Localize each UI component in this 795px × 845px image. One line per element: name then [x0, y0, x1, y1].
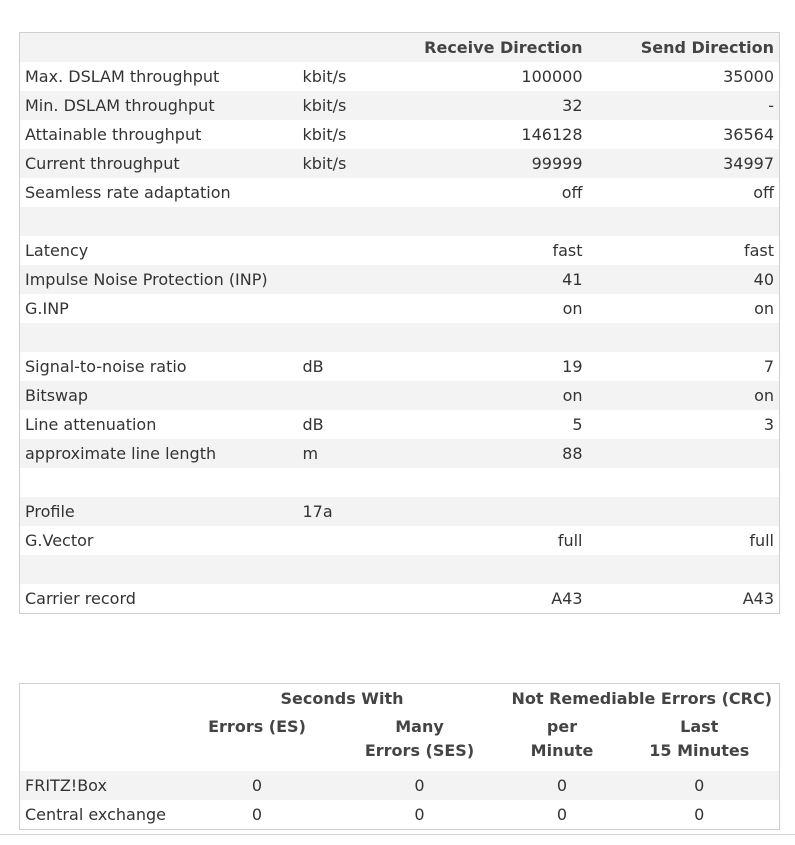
error-table-column-header: [20, 713, 780, 771]
header-receive-direction: Receive Direction: [418, 33, 588, 63]
row-label: Attainable throughput: [25, 125, 202, 144]
row-unit: [298, 265, 418, 294]
dsl-table-row: [20, 236, 780, 265]
row-unit: [298, 468, 418, 497]
row-label: Signal-to-noise ratio: [25, 357, 187, 376]
dsl-table-row: [20, 526, 780, 555]
row-send-value: 35000: [723, 67, 774, 86]
row-unit: [298, 323, 418, 352]
dsl-table-row: [20, 439, 780, 468]
row-label: [20, 207, 298, 236]
row-receive-value: 5: [572, 415, 583, 434]
dsl-table-row: [20, 352, 780, 381]
dsl-table-row: [20, 294, 780, 323]
row-receive-value: 100000: [521, 67, 583, 86]
header-ses-line1: Many: [395, 717, 444, 736]
dsl-table-row: [20, 149, 780, 178]
row-send-value: on: [754, 299, 774, 318]
row-unit: [298, 236, 418, 265]
row-send-value: [588, 207, 780, 236]
header-send-direction: Send Direction: [588, 33, 780, 63]
error-row-label: FRITZ!Box: [20, 771, 180, 800]
row-label: [20, 555, 298, 584]
dsl-table-row: [20, 584, 780, 614]
row-receive-value: 32: [418, 91, 588, 120]
header-last-15-minutes: [620, 713, 780, 771]
row-send-value: on: [588, 381, 780, 410]
row-label: Bitswap: [20, 381, 298, 410]
row-receive-value: [418, 468, 588, 497]
dsl-spacer-row: [20, 468, 780, 497]
dsl-table-row: [20, 265, 780, 294]
row-send-value: fast: [743, 241, 774, 260]
row-unit: kbit/s: [298, 91, 418, 120]
row-label: Latency: [25, 241, 89, 260]
error-table-row: [20, 771, 780, 800]
row-unit: [298, 584, 418, 614]
row-send-value: 34997: [588, 149, 780, 178]
error-row-label: Central exchange: [25, 805, 166, 824]
row-send-value: full: [749, 531, 774, 550]
dsl-table-header-row: [20, 33, 780, 63]
row-receive-value: full: [557, 531, 583, 550]
error-row-last-15: 0: [694, 805, 705, 824]
row-unit: m: [298, 439, 418, 468]
row-receive-value: 41: [418, 265, 588, 294]
header-seconds-with: Seconds With: [280, 688, 404, 708]
row-send-value: off: [753, 183, 774, 202]
header-empty-unit: [298, 33, 418, 63]
row-send-value: 40: [588, 265, 780, 294]
error-statistics-table: [19, 683, 780, 830]
row-receive-value: on: [418, 381, 588, 410]
dsl-spacer-row: [20, 323, 780, 352]
header-per-minute-line1: per: [546, 717, 578, 736]
row-label: Min. DSLAM throughput: [20, 91, 298, 120]
row-send-value: 7: [763, 357, 774, 376]
dsl-table-row: [20, 91, 780, 120]
row-receive-value: [418, 323, 588, 352]
row-label: Line attenuation: [25, 415, 157, 434]
row-send-value: [588, 497, 780, 526]
row-send-value: [588, 555, 780, 584]
error-table-group-header: [20, 684, 780, 714]
row-label: approximate line length: [20, 439, 298, 468]
header-crc-errors: Not Remediable Errors (CRC): [511, 688, 773, 708]
error-row-ses: 0: [414, 805, 425, 824]
error-table-row: [20, 800, 780, 830]
header-last15-line2: 15 Minutes: [649, 741, 750, 760]
row-receive-value: A43: [551, 589, 583, 608]
dsl-spacer-row: [20, 207, 780, 236]
error-row-es: 0: [251, 805, 263, 824]
header-last15-line1: Last: [680, 717, 719, 736]
dsl-table-row: [20, 410, 780, 439]
error-table-body: [20, 771, 780, 830]
header-ses-line2: Errors (SES): [364, 741, 475, 760]
row-receive-value: [418, 497, 588, 526]
row-unit: [298, 178, 418, 207]
header-empty-label: [20, 33, 298, 63]
row-send-value: [588, 468, 780, 497]
row-unit: [298, 294, 418, 323]
row-receive-value: 99999: [418, 149, 588, 178]
row-send-value: [588, 439, 780, 468]
row-send-value: [588, 323, 780, 352]
header-errors-es-text: Errors (ES): [208, 717, 306, 736]
row-unit: [298, 381, 418, 410]
row-send-value: A43: [742, 589, 774, 608]
row-label: Seamless rate adaptation: [25, 183, 231, 202]
row-send-value: -: [588, 91, 780, 120]
row-label: [20, 323, 298, 352]
dsl-spacer-row: [20, 555, 780, 584]
row-unit: 17a: [298, 497, 418, 526]
header-per-minute-line2: Minute: [530, 741, 594, 760]
dsl-table-row: [20, 178, 780, 207]
row-receive-value: [418, 555, 588, 584]
row-label: Profile: [20, 497, 298, 526]
row-unit: kbit/s: [302, 67, 347, 86]
row-unit: [298, 555, 418, 584]
dsl-table-row: [20, 120, 780, 149]
error-row-last-15: 0: [620, 771, 780, 800]
row-label: G.Vector: [25, 531, 94, 550]
row-unit: kbit/s: [302, 125, 347, 144]
row-receive-value: off: [561, 183, 583, 202]
row-unit: [298, 207, 418, 236]
error-header-empty-2: [20, 713, 180, 771]
bottom-divider: [0, 834, 795, 835]
dsl-table-row: [20, 62, 780, 91]
row-unit: [298, 526, 418, 555]
row-label: [20, 468, 298, 497]
row-label: Max. DSLAM throughput: [25, 67, 220, 86]
error-row-per-minute: 0: [556, 805, 568, 824]
error-header-empty: [20, 684, 180, 714]
dsl-table-body: [20, 62, 780, 614]
header-errors-es: [180, 713, 335, 771]
row-label: Impulse Noise Protection (INP): [20, 265, 298, 294]
row-label: G.INP: [25, 299, 69, 318]
row-label: Carrier record: [25, 589, 136, 608]
error-row-es: 0: [180, 771, 335, 800]
dsl-table-row: [20, 497, 780, 526]
error-row-ses: 0: [335, 771, 505, 800]
row-receive-value: 88: [418, 439, 588, 468]
row-label: Current throughput: [20, 149, 298, 178]
row-send-value: 3: [763, 415, 774, 434]
row-receive-value: 19: [562, 357, 583, 376]
row-receive-value: 146128: [521, 125, 583, 144]
dsl-table-row: [20, 381, 780, 410]
header-per-minute: [505, 713, 620, 771]
row-unit: kbit/s: [298, 149, 418, 178]
row-unit: dB: [302, 415, 324, 434]
dsl-line-table: [19, 32, 780, 614]
row-receive-value: [418, 207, 588, 236]
error-row-per-minute: 0: [505, 771, 620, 800]
header-many-errors-ses: [335, 713, 505, 771]
row-send-value: 36564: [723, 125, 774, 144]
row-receive-value: on: [562, 299, 583, 318]
row-unit: dB: [302, 357, 324, 376]
row-receive-value: fast: [552, 241, 583, 260]
